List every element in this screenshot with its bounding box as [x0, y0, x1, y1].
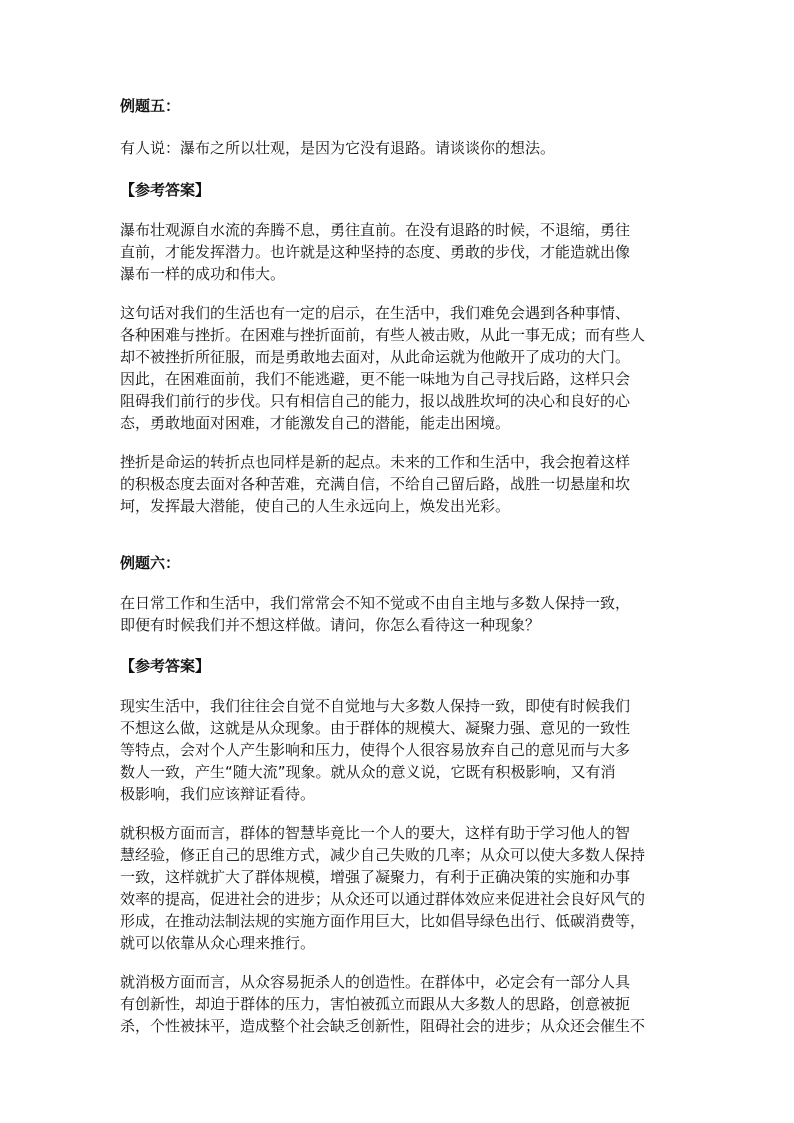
document-page: [120, 93, 676, 1054]
example-six-paragraph-3: 就消极方面而言，从众容易扼杀人的创造性。在群体中，必定会有一部分人具 有创新性，却迫于群体的压力，害怕被孤立而跟从大多数人的思路，创意被扼 杀，个性被抹平，造成整个社会缺乏创新性，阻碍社会的进步；从众还会催生不: [120, 973, 646, 1035]
example-five-question: 有人说：瀑布之所以壮观，是因为它没有退路。请谈谈你的想法。: [120, 139, 556, 157]
example-five-answer-label: 【参考答案】: [120, 181, 211, 199]
example-five-title: 例题五：: [120, 97, 181, 115]
example-six-paragraph-1: 现实生活中，我们往往会自觉不自觉地与大多数人保持一致，即使有时候我们 不想这么做，这就是从众现象。由于群体的规模大、凝聚力强、意见的一致性 等特点，会对个人产生影响和压力，使得个人很容易放弃自己的意见而与大多 数人一致，产生“随大流”现象。就从众的意义说，它既有积极影响，又有消 极影响，我们应该辩证看待。: [120, 697, 631, 803]
example-six-title: 例题六：: [120, 554, 181, 572]
section-gap: [120, 534, 676, 550]
example-five-paragraph-3: 挫折是命运的转折点也同样是新的起点。未来的工作和生活中，我会抱着这样 的积极态度去面对各种苦难，充满自信，不给自己留后路，战胜一切悬崖和坎 坷，发挥最大潜能，使自己的人生永远向上，焕发出光彩。: [120, 453, 631, 515]
example-six-question: 在日常工作和生活中，我们常常会不知不觉或不由自主地与多数人保持一致， 即便有时候我们并不想这样做。请问，你怎么看待这一种现象？: [120, 594, 631, 634]
example-six-paragraph-2: 就积极方面而言，群体的智慧毕竟比一个人的要大，这样有助于学习他人的智 慧经验，修正自己的思维方式，减少自己失败的几率；从众可以使大多数人保持 一致，这样就扩大了群体规模，增强了凝聚力，有利于正确决策的实施和办事 效率的提高，促进社会的进步；从众还可以通过群体效应来促进社会良好风气的 形成，在推动法制法规的实施方面作用巨大，比如倡导绿色出行、低碳消费等， 就可以依靠从众心理来推行。: [120, 824, 646, 952]
example-six-answer-label: 【参考答案】: [120, 657, 211, 675]
example-five-paragraph-2: 这句话对我们的生活也有一定的启示，在生活中，我们难免会遇到各种事情、 各种困难与挫折。在困难与挫折面前，有些人被击败，从此一事无成；而有些人 却不被挫折所征服，而是勇敢地去面对，从此命运就为他敞开了成功的大门。 因此，在困难面前，我们不能逃避，更不能一味地为自己寻找后路，这样只会 阻碍我们前行的步伐。只有相信自己的能力，报以战胜坎坷的决心和良好的心 态，勇敢地面对困难，才能激发自己的潜能，能走出困境。: [120, 304, 646, 432]
example-five-paragraph-1: 瀑布壮观源自水流的奔腾不息，勇往直前。在没有退路的时候，不退缩，勇往 直前，才能发挥潜力。也许就是这种坚持的态度、勇敢的步伐，才能造就出像 瀑布一样的成功和伟大。: [120, 221, 631, 283]
